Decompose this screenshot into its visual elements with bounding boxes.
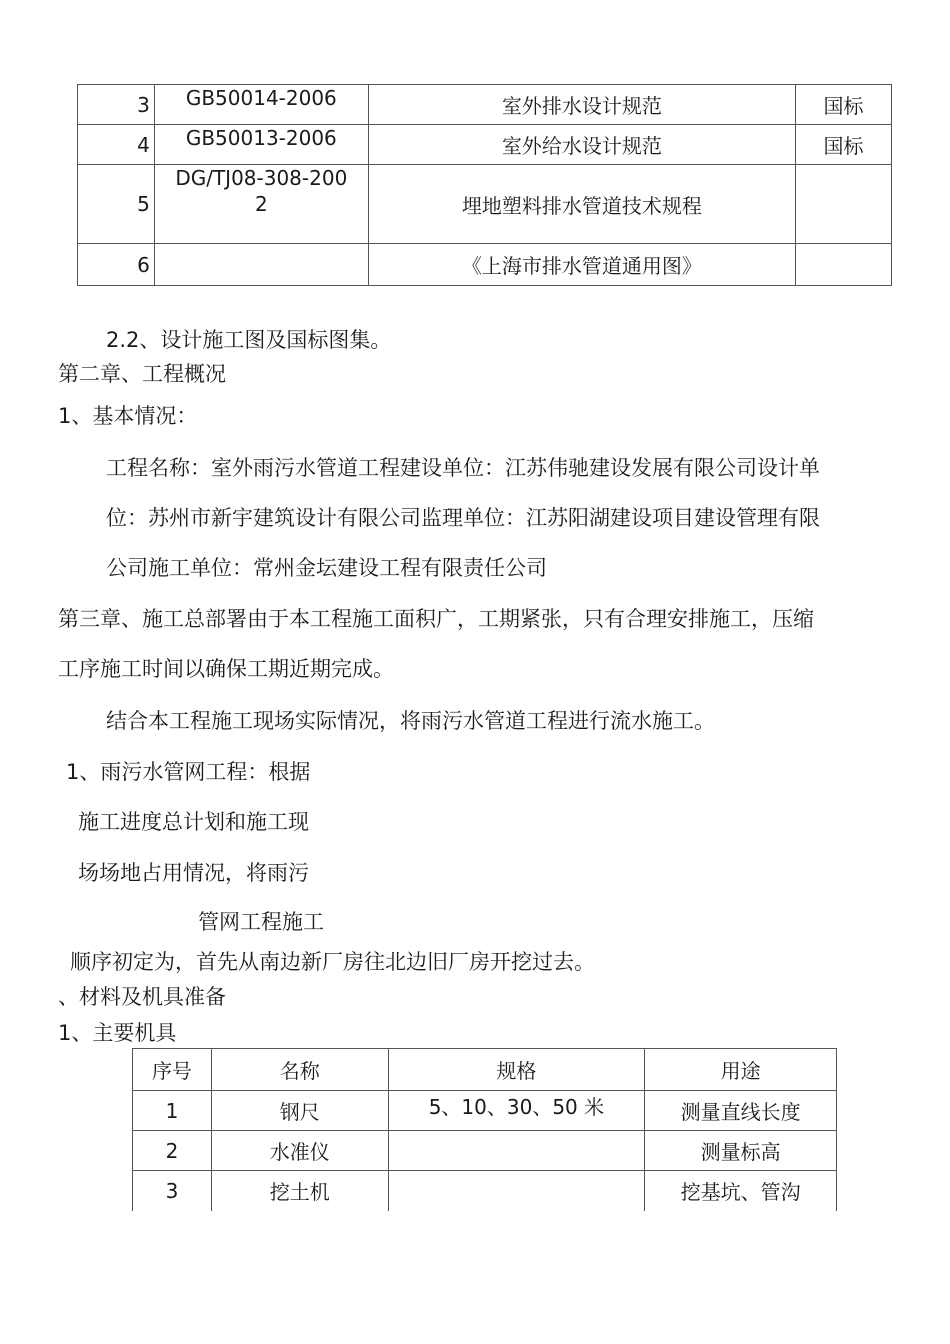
standard-name: 埋地塑料排水管道技术规程 bbox=[368, 165, 795, 244]
standard-name: 室外给水设计规范 bbox=[368, 125, 795, 165]
combine-paragraph: 结合本工程施工现场实际情况，将雨污水管道工程进行流水施工。 bbox=[106, 709, 715, 733]
table-row bbox=[78, 244, 892, 286]
pipe-network-line: 1、雨污水管网工程：根据 bbox=[66, 760, 311, 784]
section-2-2: 2.2、设计施工图及国标图集。 bbox=[106, 328, 392, 352]
table-cell: 测量直线长度 bbox=[645, 1091, 837, 1131]
standard-code: GB50014-2006 bbox=[154, 85, 368, 125]
basic-info-line: 工程名称：室外雨污水管道工程建设单位：江苏伟驰建设发展有限公司设计单 bbox=[106, 456, 820, 480]
pipe-network-line: 施工进度总计划和施工现 bbox=[78, 810, 309, 834]
table-row bbox=[78, 85, 892, 125]
standard-name: 室外排水设计规范 bbox=[368, 85, 795, 125]
basic-info-title: 1、基本情况： bbox=[58, 404, 198, 428]
pipe-network-line: 顺序初定为，首先从南边新厂房往北边旧厂房开挖过去。 bbox=[70, 950, 595, 974]
table-row bbox=[133, 1131, 837, 1171]
table-row bbox=[78, 165, 892, 244]
row-number: 5 bbox=[78, 165, 155, 244]
chapter-3-line: 第三章、施工总部署由于本工程施工面积广，工期紧张，只有合理安排施工，压缩 bbox=[58, 607, 814, 631]
table-cell: 挖土机 bbox=[211, 1171, 388, 1211]
basic-info-line: 公司施工单位：常州金坛建设工程有限责任公司 bbox=[106, 556, 547, 580]
chapter-3-line: 工序施工时间以确保工期近期完成。 bbox=[58, 657, 394, 681]
standard-code bbox=[154, 244, 368, 286]
column-header: 序号 bbox=[133, 1049, 212, 1091]
table-row bbox=[133, 1091, 837, 1131]
table-cell: 测量标高 bbox=[645, 1131, 837, 1171]
column-header: 用途 bbox=[645, 1049, 837, 1091]
table-row bbox=[78, 125, 892, 165]
row-number: 4 bbox=[78, 125, 155, 165]
standard-code-line: DG/TJ08-308-200 bbox=[175, 166, 348, 190]
table-cell: 钢尺 bbox=[211, 1091, 388, 1131]
row-number: 3 bbox=[78, 85, 155, 125]
standard-name: 《上海市排水管道通用图》 bbox=[368, 244, 795, 286]
row-number: 6 bbox=[78, 244, 155, 286]
chapter-2-title: 第二章、工程概况 bbox=[58, 362, 226, 386]
table-cell: 5、10、30、50 米 bbox=[388, 1091, 645, 1131]
standard-type bbox=[796, 165, 892, 244]
standard-code: GB50013-2006 bbox=[154, 125, 368, 165]
table-cell: 1 bbox=[133, 1091, 212, 1131]
materials-title: 、材料及机具准备 bbox=[58, 985, 226, 1009]
table-header-row bbox=[133, 1049, 837, 1091]
basic-info-line: 位：苏州市新宇建筑设计有限公司监理单位：江苏阳湖建设项目建设管理有限 bbox=[106, 506, 820, 530]
standard-type bbox=[796, 244, 892, 286]
table-cell: 2 bbox=[133, 1131, 212, 1171]
tools-table bbox=[132, 1048, 837, 1211]
standard-code bbox=[154, 165, 368, 244]
table-cell: 挖基坑、管沟 bbox=[645, 1171, 837, 1211]
tools-title: 1、主要机具 bbox=[58, 1021, 177, 1045]
standard-type: 国标 bbox=[796, 125, 892, 165]
table-cell: 水准仪 bbox=[211, 1131, 388, 1171]
column-header: 名称 bbox=[211, 1049, 388, 1091]
standard-type: 国标 bbox=[796, 85, 892, 125]
table-cell bbox=[388, 1171, 645, 1211]
table-cell bbox=[388, 1131, 645, 1171]
table-cell: 3 bbox=[133, 1171, 212, 1211]
pipe-network-line: 场场地占用情况，将雨污 bbox=[78, 861, 309, 885]
pipe-network-line: 管网工程施工 bbox=[198, 910, 324, 934]
standards-table bbox=[77, 84, 892, 286]
table-row bbox=[133, 1171, 837, 1211]
column-header: 规格 bbox=[388, 1049, 645, 1091]
standard-code-line: 2 bbox=[254, 192, 268, 216]
